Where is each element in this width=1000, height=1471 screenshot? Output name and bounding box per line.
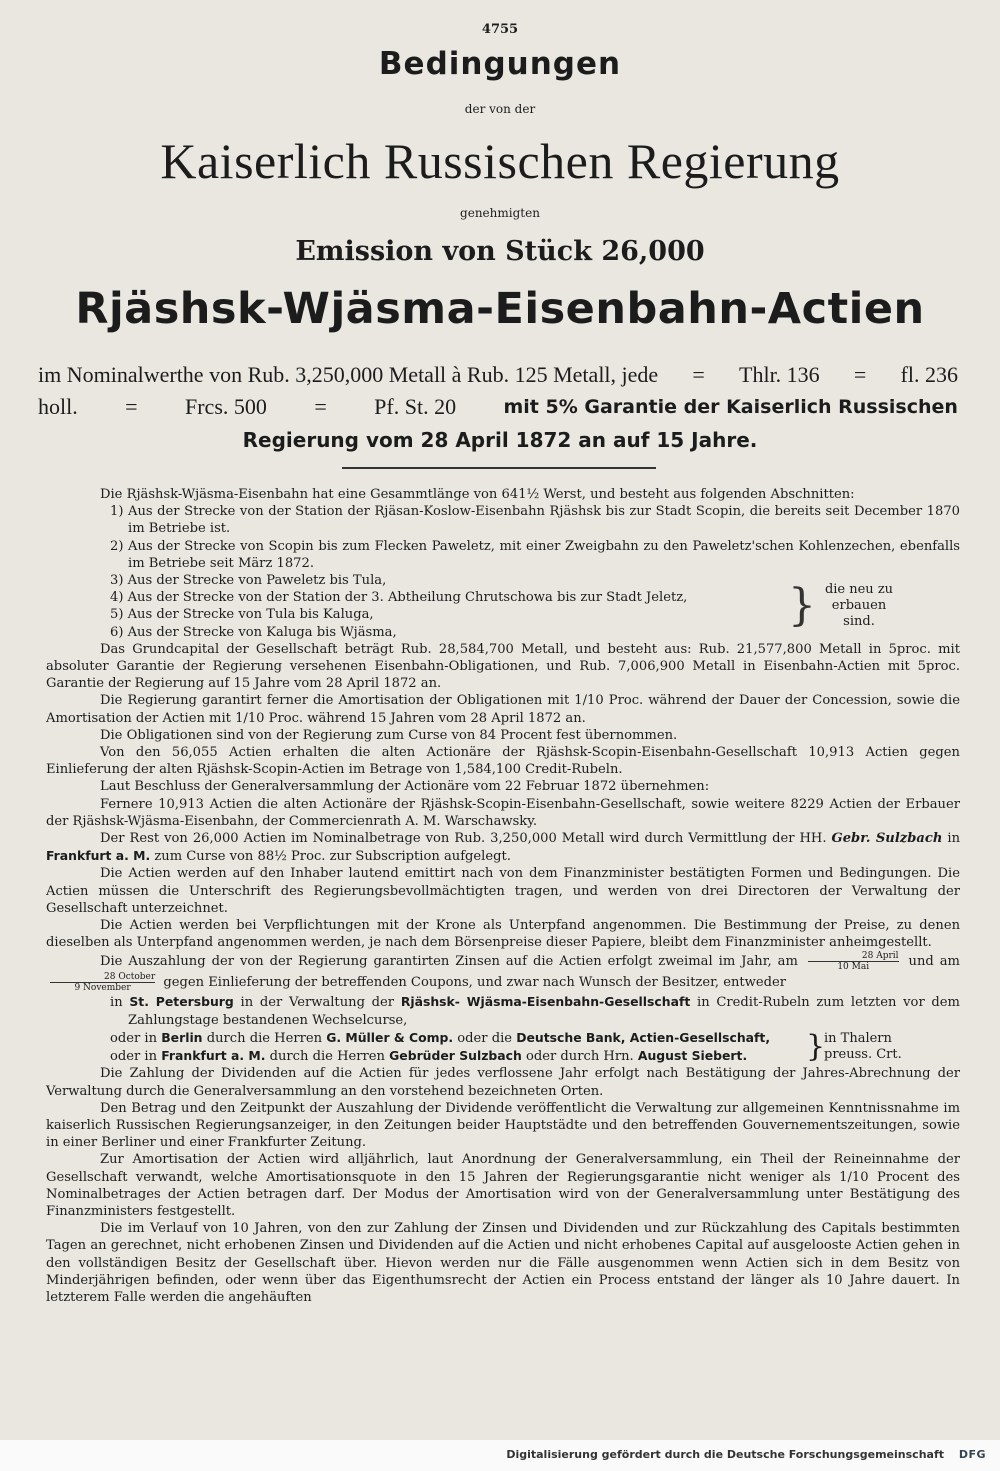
franc-value: Frcs. 500 <box>185 394 267 419</box>
paragraph-redemption: Zur Amortisation der Actien wird alljährlich, laut Anordnung der Generalversammlung, ein Theil der Reineinnahme der Gesellschaft verwandt, welche Amortisationsquote in den 15 Jahren der Regierungsgarantie nicht weniger als 1/10 Procent des Nominalbetrages der Actien betragen darf. Der Modus der Amortisation wird von der Generalversammlung unter Bestätigung des Finanzministers festgestellt. <box>46 1152 960 1219</box>
digitization-footer <box>0 1440 1000 1471</box>
paragraph-capital: Das Grundcapital der Gesellschaft beträgt Rub. 28,584,700 Metall, und besteht aus: Rub. 21,577,800 Metall in 5proc. mit absoluter Garantie der Regierung versehenen Eisenbahn-Obligationen, und Rub. 7,006,900 Metall in Eisenbahn-Actien mit 5proc. Garantie der Regierung auf 15 Jahre vom 28 April 1872 an. <box>46 641 960 692</box>
paragraph-collateral: Die Actien werden bei Verpflichtungen mit der Krone als Unterpfand angenommen. Die Bestimmung der Preise, zu denen dieselben als Unterpfand angenommen werden, je nach dem Börsenpreise dieser Papiere, bleibt dem Finanzminister anheimgestellt. <box>46 918 960 951</box>
pound-value: Pf. St. 20 <box>374 394 457 419</box>
paragraph-old-shareholders: Von den 56,055 Actien erhalten die alten Actionäre der Rjäshsk-Scopin-Eisenbahn-Gesellschaft 10,913 Actien gegen Einlieferung der alten Rjäshsk-Scopin-Actien im Betrage von 1,584,100 Credit-Rubeln. <box>46 745 960 778</box>
paragraph-intro: Die Rjäshsk-Wjäsma-Eisenbahn hat eine Gesammtlänge von 641½ Werst, und besteht aus folgenden Abschnitten: <box>100 487 855 502</box>
holl-text: holl. <box>38 394 78 419</box>
funding-notice: Digitalisierung gefördert durch die Deutsche Forschungsgemeinschaft <box>506 1448 944 1461</box>
paragraph-obligations: Die Obligationen sind von der Regierung zum Curse von 84 Procent fest übernommen. <box>100 727 678 743</box>
nominal-value-line <box>38 362 958 388</box>
paragraph-amortisation: Die Regierung garantirt ferner die Amortisation der Obligationen mit 1/10 Proc. während der Dauer der Concession, sowie die Amortisation der Actien mit 1/10 Proc. während 15 Jahren vom 28 April 1872 an. <box>46 693 960 726</box>
dfg-logo: DFG <box>958 1448 986 1461</box>
thaler-value: Thlr. 136 <box>739 362 820 387</box>
brace-symbol: } <box>806 1029 826 1065</box>
title-divider <box>342 467 656 469</box>
nominal-text: im Nominalwerthe von Rub. 3,250,000 Metall à Rub. 125 Metall, jede <box>38 362 659 387</box>
equals-sign: = <box>692 362 705 387</box>
city-name: Frankfurt a. M. <box>46 848 151 864</box>
guarantee-text: mit 5% Garantie der Kaiserlich Russischen <box>503 396 958 418</box>
currency-note: in Thalern preuss. Crt. <box>824 1031 902 1063</box>
paragraph-subscription: Der Rest von 26,000 Actien im Nominalbetrage von Rub. 3,250,000 Metall wird durch Vermittlung der HH. Gebr. Sulzbach in Frankfurt a. M. zum Curse von 88½ Proc. zur Subscription aufgelegt. <box>46 831 961 865</box>
title-bedingungen: Bedingungen <box>378 46 622 82</box>
section-item: 3) Aus der Strecke von Paweletz bis Tula, <box>110 573 387 589</box>
conditions-body <box>46 486 960 1306</box>
page-number: 4755 <box>481 22 519 37</box>
equals-sign: = <box>125 394 138 419</box>
section-item: 4) Aus der Strecke von der Station der 3. Abtheilung Chrutschowa bis zur Stadt Jeletz, <box>110 590 688 606</box>
section-item: 5) Aus der Strecke von Tula bis Kaluga, <box>110 607 374 623</box>
firm-name: Gebr. Sulzbach <box>831 831 943 847</box>
paragraph-publication: Den Betrag und den Zeitpunkt der Auszahlung der Dividende veröffentlicht die Verwaltung zur allgemeinen Kenntnissnahme im kaiserlich Russischen Regierungsanzeiger, in den Zeitungen beider Hauptstädte und den betreffenden Gouvernementszeitungen, sowie in einer Berliner und einer Frankfurter Zeitung. <box>46 1100 960 1151</box>
new-sections-note: die neu zu erbauen sind. <box>824 582 894 630</box>
new-sections-group <box>46 572 960 641</box>
payment-petersburg: in St. Petersburg in der Verwaltung der Rjäshsk- Wjäsma-Eisenbahn-Gesellschaft in Credit-Rubeln zum letzten vor dem Zahlungstage bestandenen Wechselcurse, <box>110 994 960 1028</box>
florin-value: fl. 236 <box>900 362 958 387</box>
nominal-value-line-2 <box>38 394 958 420</box>
title-shares: Rjäshsk-Wjäsma-Eisenbahn-Actien <box>75 284 925 334</box>
brace-symbol: } <box>788 580 816 632</box>
paragraph-bearer: Die Actien werden auf den Inhaber lautend emittirt nach von dem Finanzminister bestätigten Formen und Bedingungen. Die Actien müssen die Unterschrift des Regierungsbevollmächtigten tragen, und werden von drei Directoren der Verwaltung der Gesellschaft unterzeichnet. <box>46 866 960 916</box>
payment-germany: oder in Berlin durch die Herren G. Müller & Comp. oder die Deutsche Bank, Actien-Gesellschaft, oder in Frankfurt a. M. durch die Herren Gebrüder Sulzbach oder durch Hrn. August Siebert. } in Thalern preuss. Crt. <box>46 1029 960 1065</box>
paragraph-interest: Die Auszahlung der von der Regierung garantirten Zinsen auf die Actien erfolgt zweimal im Jahr, am 28 April 10 Mai und am 28 October 9 November gegen Einlieferung der betreffenden Coupons, und zwar nach Wunsch der Besitzer, entweder <box>46 951 960 993</box>
subtitle-der-von-der: der von der <box>464 102 536 116</box>
date-fraction: 28 October 9 November <box>50 972 155 993</box>
equals-sign: = <box>314 394 327 419</box>
paragraph-further-shares: Fernere 10,913 Actien die alten Actionäre der Rjäshsk-Scopin-Eisenbahn-Gesellschaft, sowie weitere 8229 Actien der Erbauer der Rjäshsk-Wjäsma-Eisenbahn, der Commercienrath A. M. Warschawsky. <box>46 796 960 829</box>
paragraph-dividends: Die Zahlung der Dividenden auf die Actien für jedes verflossene Jahr erfolgt nach Bestätigung der Jahres-Abrechnung der Verwaltung durch die Generalversammlung an den vorstehend bezeichneten Orten. <box>46 1066 960 1099</box>
guarantee-period: Regierung vom 28 April 1872 an auf 15 Jahre. <box>242 428 758 452</box>
section-item: 1) Aus der Strecke von der Station der Rjäsan-Koslow-Eisenbahn Rjäshsk bis zur Stadt Scopin, die bereits seit December 1870 im Betriebe ist. <box>110 504 960 537</box>
paragraph-resolution: Laut Beschluss der Generalversammlung der Actionäre vom 22 Februar 1872 übernehmen: <box>100 779 710 795</box>
section-item: 6) Aus der Strecke von Kaluga bis Wjäsma, <box>110 624 397 640</box>
equals-sign: = <box>853 362 867 387</box>
title-government: Kaiserlich Russischen Regierung <box>160 133 840 189</box>
date-fraction: 28 April 10 Mai <box>808 951 899 972</box>
title-emission: Emission von Stück 26,000 <box>295 236 705 267</box>
paragraph-unclaimed: Die im Verlauf von 10 Jahren, von den zur Zahlung der Zinsen und Dividenden und zur Rückzahlung des Capitals bestimmten Tagen an gerechnet, nicht erhobenen Zinsen und Dividenden auf die Actien und nicht erhobenes Capital auf ausgelooste Actien gehen in den vollständigen Besitz der Gesellschaft über. Hievon werden nur die Fälle ausgenommen wenn Actien sich in dem Besitz von Minderjährigen befinden, oder wenn über das Eigenthumsrecht der Actien ein Process entstand der länger als 10 Jahre dauert. In letzterem Falle werden die angehäuften <box>46 1221 960 1305</box>
section-item: 2) Aus der Strecke von Scopin bis zum Flecken Paweletz, mit einer Zweigbahn zu den Paweletz'schen Kohlenzechen, ebenfalls im Betriebe seit März 1872. <box>110 538 960 571</box>
subtitle-genehmigten: genehmigten <box>460 206 540 220</box>
